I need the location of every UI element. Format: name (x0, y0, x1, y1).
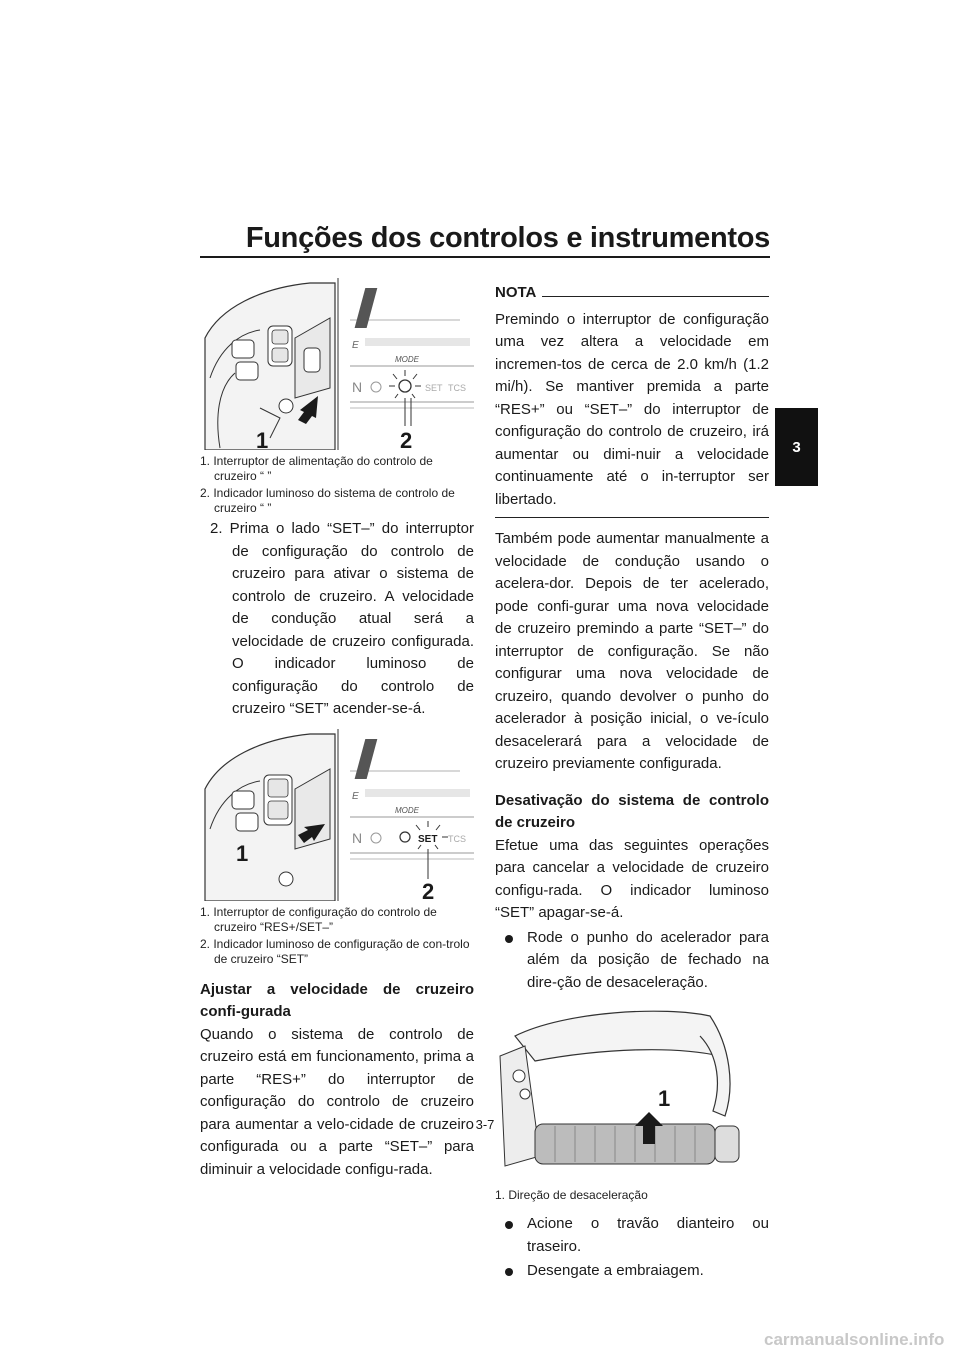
manual-accel-body: Também pode aumentar manualmente a velocidade de condução usando o acelera-dor. Depois de ter acelerado, pode confi-gurar uma nova velocidade de cruzeiro premindo a parte “SET–” do interruptor de configuração. Se não configurar uma nova velocidade de cruzeiro, quando devolver o punho do acelerador à posição inicial, o ve-ículo desacelerará para a velocidade de cruzeiro previamente configurada. (495, 530, 769, 772)
svg-text:TCS: TCS (448, 833, 466, 844)
step-2: 2. Prima o lado “SET–” do interruptor de configuração do controlo de cruzeiro para ativar o sistema de controlo de cruzeiro. A velocidade de condução atual será a velocidade de cruzeiro configurada. O indicador luminoso de configuração do controlo de cruzeiro “SET” acender-se-á. (210, 520, 474, 717)
nota-label: NOTA (495, 284, 537, 301)
heading-deactivate: Desativação do sistema de controlo de cruzeiro (495, 791, 769, 831)
page-number: 3-7 (475, 1117, 495, 1132)
bullet-dot (505, 1268, 513, 1276)
bullet-dot (505, 1221, 513, 1229)
svg-text:E: E (352, 790, 359, 802)
figure3-caption: 1. Direção de desaceleração (495, 1188, 648, 1202)
bullet-brake-text: Acione o travão dianteiro ou traseiro. (527, 1215, 769, 1255)
nota-end-rule (495, 517, 769, 518)
bullet-clutch-text: Desengate a embraiagem. (527, 1262, 704, 1279)
left-column (200, 278, 474, 1181)
title-rule (200, 256, 770, 258)
right-column (495, 282, 769, 1283)
figure1-caption-2: 2. Indicador luminoso do sistema de controlo de cruzeiro “ ” (200, 486, 455, 515)
figure2-caption-1: 1. Interruptor de configuração do controlo de cruzeiro “RES+/SET–” (200, 904, 437, 934)
figure2-set-text: SET (418, 833, 438, 845)
heading-adjust-speed: Ajustar a velocidade de cruzeiro confi-gurada (200, 980, 474, 1020)
figure-cruise-setting-switch (200, 729, 474, 901)
watermark: carmanualsonline.info (764, 1330, 945, 1349)
nota-body: Premindo o interruptor de configuração uma vez altera a velocidade em incremen-tos de cerca de 2.0 km/h (1.2 mi/h). Se mantiver premida a parte “RES+” ou “SET–” do interruptor de configuração do controlo de cruzeiro, irá aumentar ou dimi-nuir a velocidade continuamente até o in-terruptor ser libertado. (495, 310, 769, 508)
figure2-captions (200, 905, 474, 967)
bullet-clutch (495, 1260, 769, 1283)
svg-text:E: E (352, 340, 359, 351)
figure-throttle-grip (495, 1006, 769, 1184)
nota-header (495, 282, 769, 305)
svg-text:MODE: MODE (395, 355, 419, 364)
svg-text:MODE: MODE (395, 805, 419, 815)
figure2-label-1: 1 (236, 840, 249, 866)
throttle-grip-illustration (495, 1006, 769, 1184)
figure2-label-2: 2 (422, 878, 435, 901)
figure1-captions (200, 454, 474, 516)
svg-text:TCS: TCS (448, 383, 466, 393)
figure2-caption-2: 2. Indicador luminoso de configuração de con-trolo de cruzeiro “SET” (200, 936, 470, 966)
adjust-speed-body: Quando o sistema de controlo de cruzeiro está em funcionamento, prima a parte “RES+” do interruptor de configuração do controlo de cruzeiro para aumentar a velo-cidade de cruzeiro configurada ou a parte “SET–” para diminuir a velocidade configu-rada. (200, 1025, 474, 1178)
bullet-throttle (495, 927, 769, 995)
deactivate-body: Efetue uma das seguintes operações para cancelar a velocidade de cruzeiro configu-rada. O indicador luminoso “SET” apagar-se-á. (495, 836, 769, 921)
setting-switch-illustration (200, 729, 474, 901)
figure1-label-1: 1 (256, 428, 269, 450)
bullet-throttle-text: Rode o punho do acelerador para além da posição de fechado na dire-ção de desaceleração. (527, 928, 769, 991)
svg-text:N: N (352, 829, 363, 846)
bullet-brake (495, 1213, 769, 1258)
figure1-caption-1: 1. Interruptor de alimentação do controlo de cruzeiro “ ” (200, 454, 433, 483)
figure3-label-1: 1 (658, 1086, 671, 1111)
handlebar-switch-illustration (200, 278, 474, 450)
bullet-dot (505, 935, 513, 943)
figure-cruise-power-switch (200, 278, 474, 450)
page-title: Funções dos controlos e instrumentos (245, 222, 770, 254)
svg-text:N: N (352, 379, 363, 395)
figure1-label-2: 2 (400, 428, 413, 450)
chapter-tab: 3 (775, 408, 818, 486)
svg-text:SET: SET (425, 383, 443, 393)
